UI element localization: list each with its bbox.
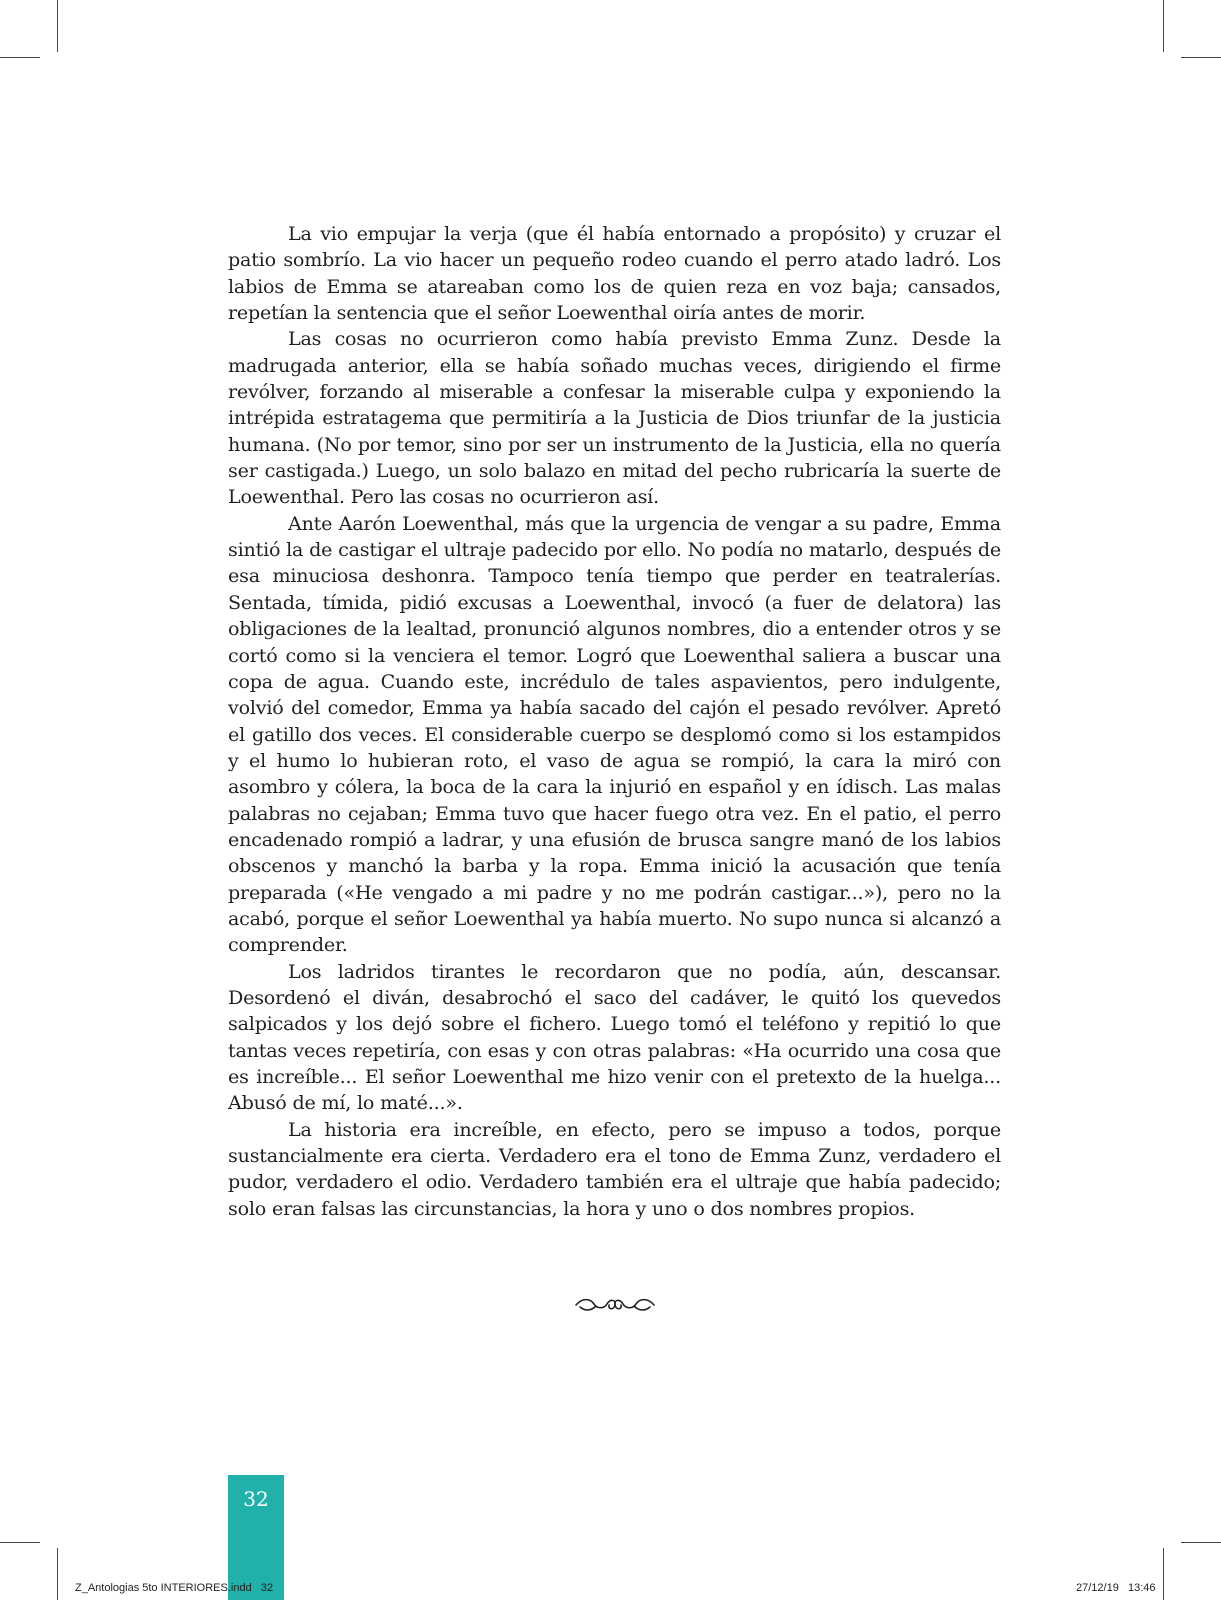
flourish-ornament-icon [574,1294,656,1316]
crop-mark-right-bottom [1181,1542,1221,1543]
page-number: 32 [243,1487,269,1511]
story-text [228,221,1001,1222]
paragraph: La vio empujar la verja (que él había entornado a propósito) y cruzar el patio sombrío. La vio hacer un pequeño rodeo cuando el perro atado ladró. Los labios de Emma se atareaban como los de quien reza en voz baja; cansados, repetían la sentencia que el señor Loewenthal oiría antes de morir. [228,222,1001,325]
crop-mark-bottom-left [57,1548,58,1600]
crop-mark-top-left [57,0,58,52]
paragraph: Los ladridos tirantes le recordaron que no podía, aún, descansar. Desordenó el diván, desabrochó el saco del cadáver, le quitó los quevedos salpicados y los dejó sobre el fichero. Luego tomó el teléfono y repitió lo que tantas veces repetiría, con esas y con otras palabras: «Ha ocurrido una cosa que es increíble... El señor Loewenthal me hizo venir con el pretexto de la huelga... Abusó de mí, lo maté...». [228,959,1001,1115]
crop-mark-right-top [1181,57,1221,58]
paragraph: Ante Aarón Loewenthal, más que la urgencia de vengar a su padre, Emma sintió la de castigar el ultraje padecido por ello. No podía no matarlo, después de esa minuciosa deshonra. Tampoco tenía tiempo que perder en teatralerías. Sentada, tímida, pidió excusas a Loewenthal, invocó (a fuer de delatora) las obligaciones de la lealtad, pronunció algunos nombres, dio a entender otros y se cortó como si la venciera el temor. Logró que Loewenthal saliera a buscar una copa de agua. Cuando este, incrédulo de tales aspavientos, pero indulgente, volvió del comedor, Emma ya había sacado del cajón el pesado revólver. Apretó el gatillo dos veces. El considerable cuerpo se desplomó como si los estampidos y el humo lo hubieran roto, el vaso de agua se rompió, la cara la miró con asombro y cólera, la boca de la cara la injurió en español y en ídisch. Las malas palabras no cejaban; Emma tuvo que hacer fuego otra vez. En el patio, el perro encadenado rompió a ladrar, y una efusión de brusca sangre manó de los labios obscenos y manchó la barba y la ropa. Emma inició la acusación que tenía preparada («He vengado a mi padre y no me podrán castigar...»), pero no la acabó, porque el señor Loewenthal ya había muerto. No supo nunca si alcanzó a comprender. [228,511,1001,957]
paragraph: La historia era increíble, en efecto, pero se impuso a todos, porque sustancialmente era cierta. Verdadero era el tono de Emma Zunz, verdadero el pudor, verdadero el odio. Verdadero también era el ultraje que había padecido; solo eran falsas las circunstancias, la hora y uno o dos nombres propios. [228,1117,1001,1220]
crop-mark-left-bottom [0,1542,40,1543]
crop-mark-bottom-right [1163,1548,1164,1600]
paragraph: Las cosas no ocurrieron como había previsto Emma Zunz. Desde la madrugada anterior, ella se había soñado muchas veces, dirigiendo el firme revólver, forzando al miserable a confesar la miserable culpa y exponiendo la intrépida estratagema que permitiría a la Justicia de Dios triunfar de la justicia humana. (No por temor, sino por ser un instrumento de la Justicia, ella no quería ser castigada.) Luego, un solo balazo en mitad del pecho rubricaría la suerte de Loewenthal. Pero las cosas no ocurrieron así. [228,327,1001,509]
crop-mark-left-top [0,57,40,58]
crop-mark-top-right [1163,0,1164,52]
print-slug-date: 27/12/19 13:46 [1076,1582,1156,1594]
print-slug-file: Z_Antologias 5to INTERIORES.indd 32 [75,1582,274,1594]
